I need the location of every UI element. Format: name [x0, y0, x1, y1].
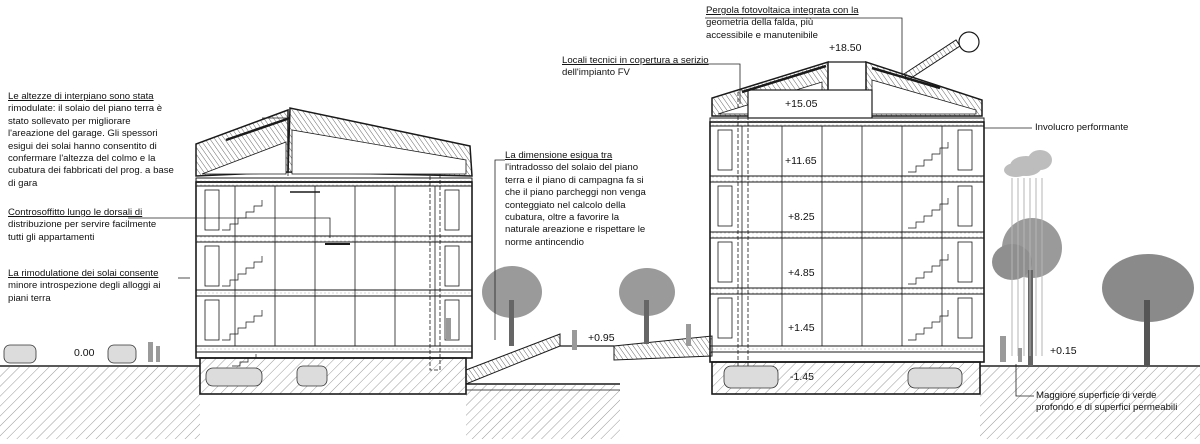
level-ground-left: 0.00 [74, 347, 95, 359]
right-building [710, 32, 984, 394]
level-garage: -1.45 [790, 371, 814, 383]
annotation-pergola [706, 5, 906, 42]
annotation-pergola-body: geometria della falda, più accessibile e manutenibile [706, 17, 818, 41]
annotation-technical-rooms [562, 55, 742, 80]
level-right-ground: +0.15 [1050, 345, 1077, 357]
annotation-technical-rooms-body: dell'impianto FV [562, 67, 630, 79]
left-building [196, 108, 472, 394]
annotation-interfloor-body: rimodulate: il solaio del piano terra è stato sollevato per migliorare l'areazione del garage. Gli spessori esigui dei solai hanno consentito di confermare l'altezza del colmo e la cubatura dei fabbricati del prog. a base di gara [8, 103, 174, 189]
annotation-pergola-head: Pergola fotovoltaica integrata con la [706, 5, 859, 16]
annotation-envelope-head: Involucro performante [1035, 122, 1129, 133]
annotation-green-surface-body: profondo e di superfici permeabili [1036, 402, 1178, 414]
level-courtyard: +0.95 [588, 332, 615, 344]
annotation-slab-remodulation-head: La rimodulatione dei solai consente [8, 268, 159, 279]
level-floor1: +1.45 [788, 322, 815, 334]
level-top: +18.50 [829, 42, 862, 54]
annotation-interfloor-head: Le altezze di interpiano sono stata [8, 91, 154, 102]
level-floor5: +15.05 [785, 98, 818, 110]
level-floor3: +8.25 [788, 211, 815, 223]
annotation-envelope [1035, 122, 1195, 134]
annotation-thin-dimension [505, 150, 695, 249]
level-floor2: +4.85 [788, 267, 815, 279]
annotation-green-surface-head: Maggiore superficie di verde [1036, 390, 1157, 401]
annotation-thin-dimension-head: La dimensione esigua tra [505, 150, 613, 161]
level-floor4: +11.65 [785, 155, 817, 167]
annotation-slab-remodulation-body: minore introspezione degli alloggi ai piani terra [8, 280, 161, 304]
annotation-thin-dimension-body: l'intradosso del solaio del piano terra e il piano di campagna fa si che il piano parcheggi non venga conteggiato nel calcolo della cubatura, oltre a favorire la naturale areazione e rispettare le norme antincendio [505, 162, 646, 248]
annotation-false-ceiling-body: distribuzione per servire facilmente tutti gli appartamenti [8, 219, 157, 243]
annotation-slab-remodulation [8, 268, 198, 305]
annotation-false-ceiling [8, 207, 198, 244]
annotation-false-ceiling-head: Controsoffitto lungo le dorsali di [8, 207, 143, 218]
annotation-interfloor [8, 91, 203, 190]
annotation-technical-rooms-head: Locali tecnici in copertura a serizio [562, 55, 709, 66]
annotation-green-surface [1036, 390, 1198, 415]
terrain [0, 366, 1200, 439]
people [148, 318, 1022, 362]
